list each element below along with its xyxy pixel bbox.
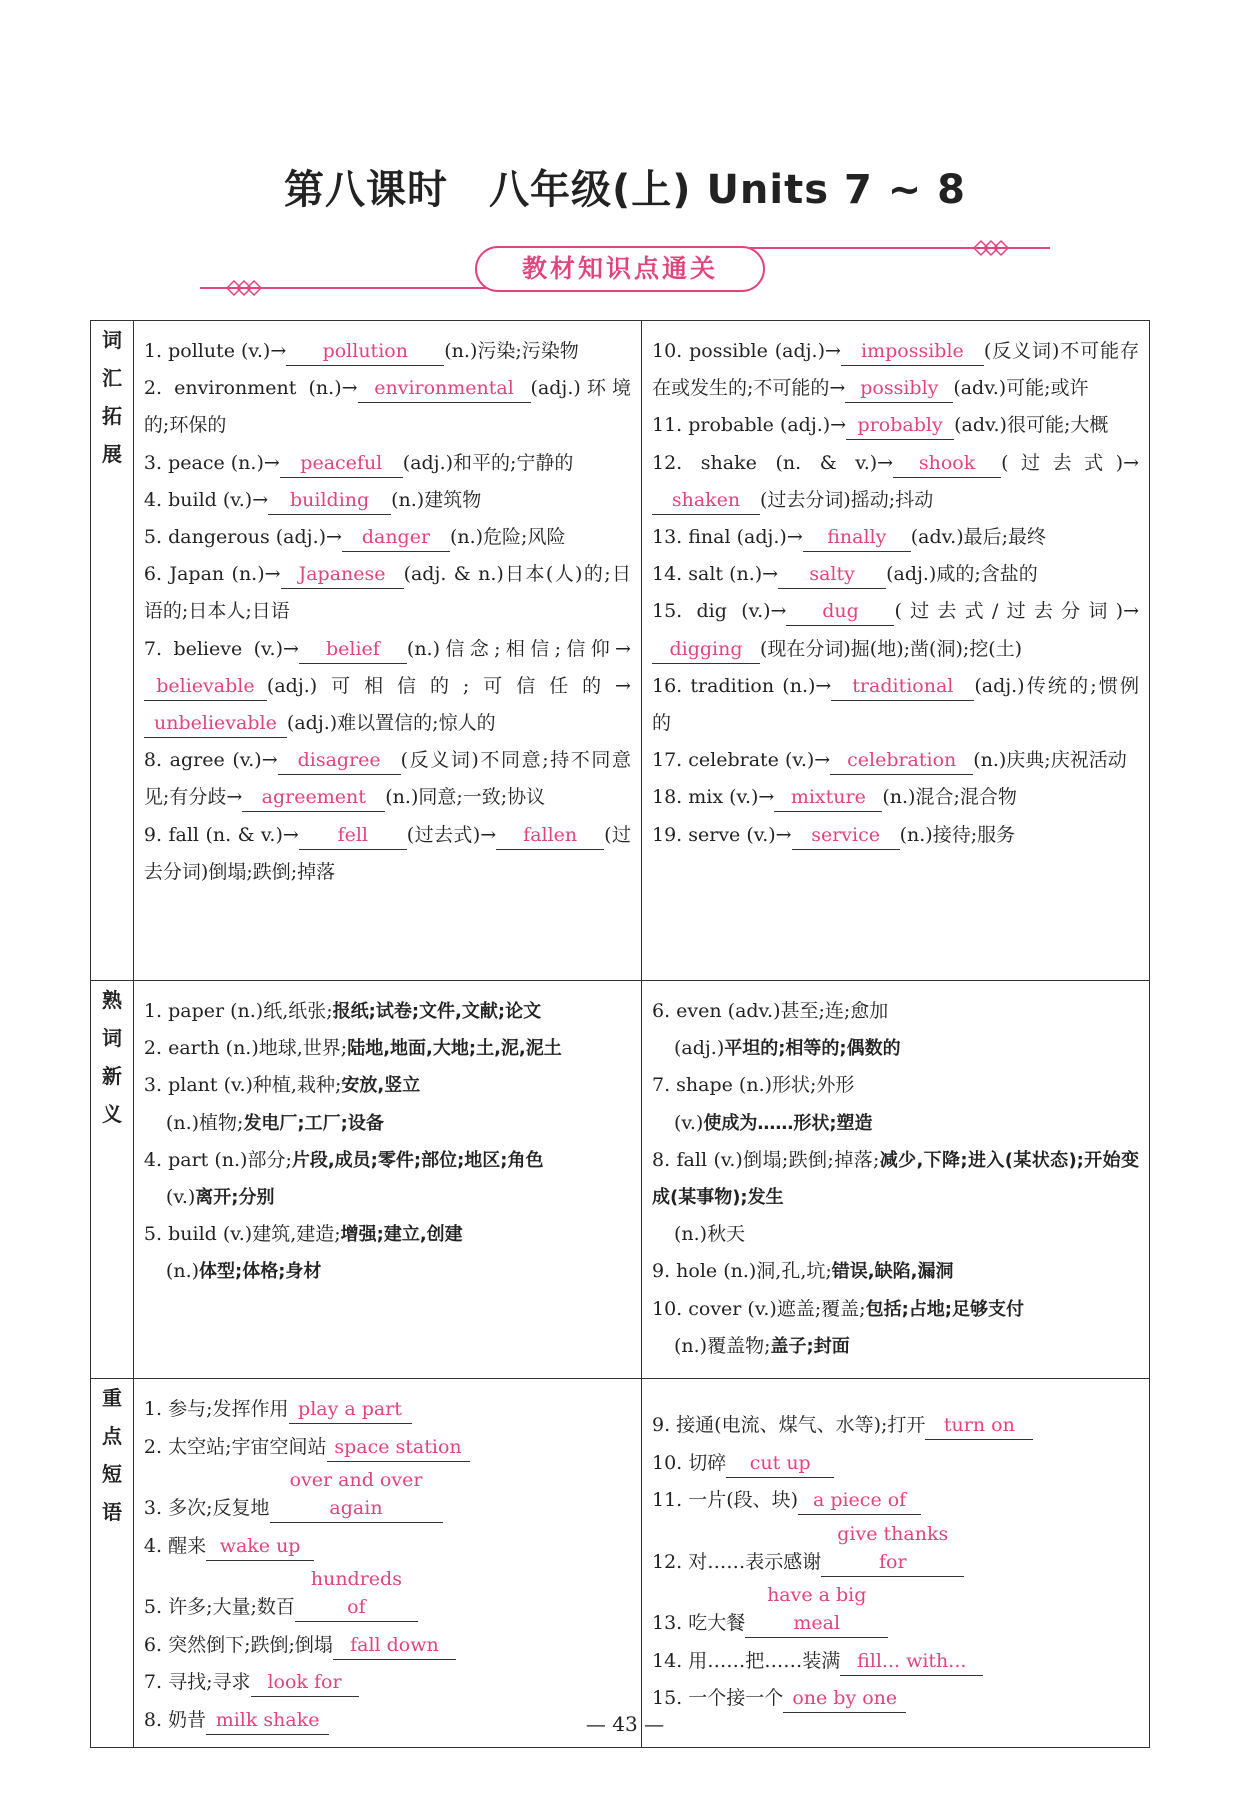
list-item: 7. 寻找;寻求 look for bbox=[144, 1664, 631, 1702]
answer-blank: peaceful bbox=[280, 449, 403, 478]
list-item: 2. 太空站;宇宙空间站 space station bbox=[144, 1429, 631, 1467]
familiar-label: 熟 词 新 义 bbox=[91, 981, 134, 1379]
phrases-label: 重 点 短 语 bbox=[91, 1379, 134, 1748]
answer-blank: finally bbox=[803, 523, 911, 552]
knowledge-table bbox=[90, 320, 1150, 1748]
list-item: 19. serve (v.)→ service (n.)接待;服务 bbox=[652, 817, 1139, 854]
list-item: (adj.)平坦的;相等的;偶数的 bbox=[673, 1037, 901, 1060]
list-item: (n.)秋天 bbox=[673, 1223, 746, 1246]
section-heading: 教材知识点通关 bbox=[475, 246, 765, 292]
list-item: 8. agree (v.)→ disagree (反义词)不同意;持不同意见;有分歧→ agreement (n.)同意;一致;协议 bbox=[144, 742, 631, 816]
vocab-row bbox=[91, 321, 1150, 981]
answer-blank: probably bbox=[846, 411, 954, 440]
answer-blank: hundreds of bbox=[295, 1565, 418, 1622]
list-item: 11. probable (adj.)→ probably (adv.)很可能;大概 bbox=[652, 407, 1139, 444]
answer-blank: dug bbox=[786, 597, 894, 626]
list-item: 17. celebrate (v.)→ celebration (n.)庆典;庆祝活动 bbox=[652, 742, 1139, 779]
answer-blank: impossible bbox=[841, 337, 984, 366]
list-item: (v.)离开;分别 bbox=[165, 1186, 275, 1209]
answer-blank: turn on bbox=[925, 1411, 1033, 1440]
answer-blank: environmental bbox=[358, 374, 531, 403]
list-item: 12. 对……表示感谢give thanks for bbox=[652, 1520, 1139, 1582]
list-item: 4. build (v.)→ building (n.)建筑物 bbox=[144, 482, 631, 519]
answer-blank: pollution bbox=[286, 337, 444, 366]
list-item: 9. fall (n. & v.)→ fell (过去式)→ fallen (过去分词)倒塌;跌倒;掉落 bbox=[144, 817, 631, 891]
answer-blank: fall down bbox=[333, 1631, 456, 1660]
answer-blank: danger bbox=[342, 523, 450, 552]
list-item: 5. build (v.)建筑,建造;增强;建立,创建 bbox=[143, 1223, 463, 1246]
diamond-ornament-icon bbox=[972, 238, 1012, 258]
list-item: 12. shake (n. & v.)→ shook (过去式)→shaken (过去分词)摇动;抖动 bbox=[652, 445, 1139, 519]
answer-blank: mixture bbox=[774, 783, 882, 812]
page-title: 第八课时 八年级(上) Units 7 ~ 8 bbox=[283, 167, 967, 213]
list-item: 13. final (adj.)→ finally (adv.)最后;最终 bbox=[652, 519, 1139, 556]
list-item: 3. 多次;反复地over and over again bbox=[144, 1466, 631, 1528]
answer-blank: cut up bbox=[726, 1449, 834, 1478]
list-item: 1. pollute (v.)→ pollution (n.)污染;污染物 bbox=[144, 333, 631, 370]
answer-blank: milk shake bbox=[206, 1706, 329, 1735]
list-item: 6. 突然倒下;跌倒;倒塌 fall down bbox=[144, 1627, 631, 1665]
list-item: 18. mix (v.)→ mixture (n.)混合;混合物 bbox=[652, 779, 1139, 816]
answer-blank: fill... with... bbox=[840, 1647, 983, 1676]
answer-blank: celebration bbox=[830, 746, 973, 775]
answer-blank: service bbox=[792, 821, 900, 850]
list-item: 6. even (adv.)甚至;连;愈加 bbox=[651, 1000, 889, 1022]
list-item: 1. paper (n.)纸,纸张;报纸;试卷;文件,文献;论文 bbox=[143, 1000, 542, 1022]
answer-blank: fallen bbox=[496, 821, 604, 850]
answer-blank: possibly bbox=[845, 374, 953, 403]
list-item: 3. plant (v.)种植,栽种;安放,竖立 bbox=[143, 1074, 421, 1097]
answer-blank: shaken bbox=[652, 486, 760, 515]
list-item: 15. dig (v.)→ dug (过去式/过去分词)→digging (现在分词)掘(地);凿(洞);挖(土) bbox=[652, 593, 1139, 667]
vocab-left bbox=[133, 321, 641, 981]
answer-blank: digging bbox=[652, 635, 760, 664]
answer-blank: play a part bbox=[289, 1395, 412, 1424]
list-item: (v.)使成为……形状;塑造 bbox=[673, 1111, 873, 1134]
list-item: 5. 许多;大量;数百hundreds of bbox=[144, 1565, 631, 1627]
answer-blank: one by one bbox=[783, 1684, 906, 1713]
answer-blank: Japanese bbox=[281, 560, 404, 589]
list-item: 11. 一片(段、块) a piece of bbox=[652, 1482, 1139, 1520]
answer-blank: traditional bbox=[831, 672, 974, 701]
answer-blank: over and over again bbox=[270, 1466, 443, 1523]
list-item: 4. part (n.)部分;片段,成员;零件;部位;地区;角色 bbox=[143, 1148, 544, 1171]
answer-blank: belief bbox=[299, 635, 407, 664]
list-item: 10. possible (adj.)→ impossible (反义词)不可能存在或发生的;不可能的→ possibly (adv.)可能;或许 bbox=[652, 333, 1139, 407]
diamond-ornament-icon bbox=[225, 278, 265, 298]
list-item: 13. 吃大餐have a big meal bbox=[652, 1581, 1139, 1643]
list-item: 2. earth (n.)地球,世界;陆地,地面,大地;土,泥,泥土 bbox=[143, 1037, 562, 1060]
list-item: 9. 接通(电流、煤气、水等);打开 turn on bbox=[652, 1407, 1139, 1445]
list-item: (n.)体型;体格;身材 bbox=[165, 1260, 322, 1283]
answer-blank: building bbox=[268, 486, 391, 515]
list-item: 10. 切碎 cut up bbox=[652, 1445, 1139, 1483]
familiar-row bbox=[91, 981, 1150, 1379]
list-item: 16. tradition (n.)→ traditional (adj.)传统的;惯例的 bbox=[652, 668, 1139, 742]
page-number: — 43 — bbox=[585, 1712, 665, 1736]
list-item: 9. hole (n.)洞,孔,坑;错误,缺陷,漏洞 bbox=[651, 1260, 954, 1283]
list-item: 8. fall (v.)倒塌;跌倒;掉落;减少,下降;进入(某状态);开始变成(某事物);发生 bbox=[651, 1148, 1139, 1209]
vocab-label: 词 汇 拓 展 bbox=[91, 321, 134, 981]
answer-blank: believable bbox=[144, 672, 267, 701]
list-item: 1. 参与;发挥作用 play a part bbox=[144, 1391, 631, 1429]
familiar-left bbox=[133, 981, 641, 1379]
phrases-row bbox=[91, 1379, 1150, 1748]
list-item: 5. dangerous (adj.)→ danger (n.)危险;风险 bbox=[144, 519, 631, 556]
answer-blank: unbelievable bbox=[144, 709, 287, 738]
answer-blank: disagree bbox=[278, 746, 401, 775]
answer-blank: shook bbox=[893, 449, 1001, 478]
familiar-right bbox=[641, 981, 1149, 1379]
list-item: 4. 醒来 wake up bbox=[144, 1528, 631, 1566]
list-item: 10. cover (v.)遮盖;覆盖;包括;占地;足够支付 bbox=[651, 1297, 1024, 1320]
answer-blank: wake up bbox=[206, 1532, 314, 1561]
list-item: 7. shape (n.)形状;外形 bbox=[651, 1074, 855, 1097]
phrases-left bbox=[133, 1379, 641, 1748]
list-item: 14. 用……把……装满 fill... with... bbox=[652, 1643, 1139, 1681]
answer-blank: have a big meal bbox=[745, 1581, 888, 1638]
answer-blank: look for bbox=[251, 1668, 359, 1697]
answer-blank: fell bbox=[299, 821, 407, 850]
answer-blank: space station bbox=[327, 1433, 470, 1462]
section-banner bbox=[200, 242, 1050, 302]
vocab-right bbox=[641, 321, 1149, 981]
answer-blank: a piece of bbox=[798, 1486, 921, 1515]
list-item: (n.)覆盖物;盖子;封面 bbox=[673, 1334, 850, 1357]
list-item: 2. environment (n.)→ environmental (adj.)环境的;环保的 bbox=[144, 370, 631, 444]
answer-blank: agreement bbox=[242, 783, 385, 812]
list-item: 14. salt (n.)→ salty (adj.)咸的;含盐的 bbox=[652, 556, 1139, 593]
phrases-right bbox=[641, 1379, 1149, 1748]
answer-blank: give thanks for bbox=[821, 1520, 964, 1577]
list-item: (n.)植物;发电厂;工厂;设备 bbox=[165, 1111, 384, 1134]
answer-blank: salty bbox=[778, 560, 886, 589]
list-item: 8. 奶昔 milk shake bbox=[144, 1702, 631, 1740]
list-item: 3. peace (n.)→ peaceful (adj.)和平的;宁静的 bbox=[144, 445, 631, 482]
list-item: 7. believe (v.)→ belief (n.)信念;相信;信仰→believable (adj.)可相信的;可信任的→unbelievable (adj.)难以置信的;惊人的 bbox=[144, 631, 631, 743]
list-item: 15. 一个接一个 one by one bbox=[652, 1680, 1139, 1718]
list-item: 6. Japan (n.)→ Japanese (adj. & n.)日本(人)的;日语的;日本人;日语 bbox=[144, 556, 631, 630]
